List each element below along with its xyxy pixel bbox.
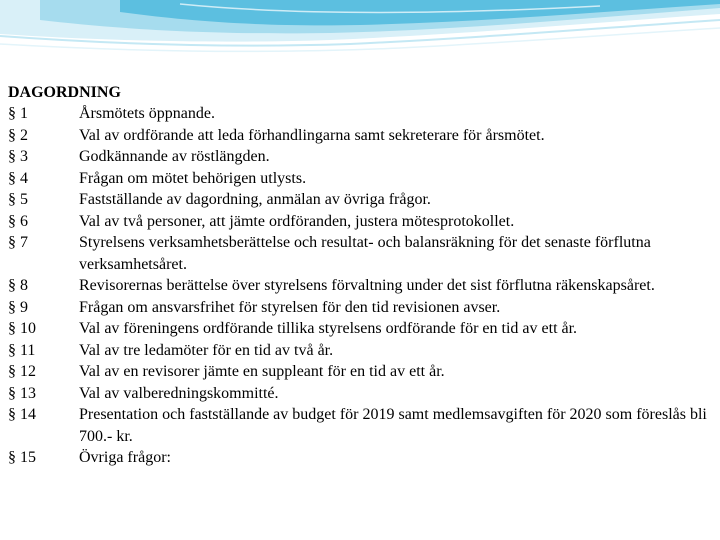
agenda-item-text: Val av föreningens ordförande tillika styrelsens ordförande för en tid av ett år. [79,320,578,337]
agenda-item [8,447,712,469]
agenda-item-number: § 3 [8,148,28,165]
agenda-item-number: § 13 [8,384,36,402]
agenda-item [8,383,712,405]
agenda-item [8,275,712,297]
agenda-item-text: Övriga frågor: [79,449,171,466]
agenda-item [8,125,712,147]
agenda-item-number: § 9 [8,298,28,316]
agenda-item-number: § 7 [8,234,28,251]
agenda-item [8,297,712,319]
agenda-item-number: § 5 [8,191,28,208]
agenda-item [8,232,712,275]
agenda-list [8,103,712,469]
agenda-item [8,189,712,211]
agenda-item [8,404,712,447]
agenda-item-number: § 11 [8,341,36,359]
agenda-item-text: Val av tre ledamöter för en tid av två år. [79,341,334,359]
agenda-item [8,103,712,125]
agenda-item-number: § 15 [8,449,36,466]
agenda-item-text: Styrelsens verksamhetsberättelse och resultat- och balansräkning för det senaste förflutna verksamhetsåret. [79,234,651,273]
page-title: DAGORDNING [8,84,121,101]
agenda-item-number: § 4 [8,169,28,187]
agenda-item-number: § 10 [8,320,36,337]
agenda-item [8,168,712,190]
agenda-item [8,318,712,340]
agenda-item-text: Fastställande av dagordning, anmälan av övriga frågor. [79,191,431,208]
agenda-item-number: § 14 [8,406,36,423]
agenda-item [8,361,712,383]
agenda-item-text: Frågan om ansvarsfrihet för styrelsen för den tid revisionen avser. [79,298,501,316]
agenda-item-text: Revisorernas berättelse över styrelsens förvaltning under det sist förflutna räkenskapsåret. [79,277,655,294]
agenda-item-text: Val av en revisorer jämte en suppleant för en tid av ett år. [79,363,445,380]
agenda-item [8,211,712,233]
agenda-item-number: § 2 [8,126,28,144]
agenda-item-number: § 12 [8,363,36,380]
agenda-item-number: § 8 [8,277,28,294]
agenda-item-text: Godkännande av röstlängden. [79,148,270,165]
agenda-item-text: Årsmötets öppnande. [79,105,215,122]
agenda-item-text: Val av valberedningskommitté. [79,384,279,402]
agenda-document [8,82,712,469]
agenda-item-text: Val av två personer, att jämte ordföranden, justera mötesprotokollet. [79,212,515,230]
agenda-item-text: Val av ordförande att leda förhandlingarna samt sekreterare för årsmötet. [79,126,545,144]
agenda-item-number: § 1 [8,105,28,122]
wave-banner-decoration [0,0,720,80]
agenda-item-text: Frågan om mötet behörigen utlysts. [79,169,307,187]
agenda-item [8,340,712,362]
agenda-item [8,146,712,168]
agenda-item-text: Presentation och fastställande av budget för 2019 samt medlemsavgiften för 2020 som föreslås bli 700.- kr. [79,406,707,445]
agenda-item-number: § 6 [8,212,28,230]
